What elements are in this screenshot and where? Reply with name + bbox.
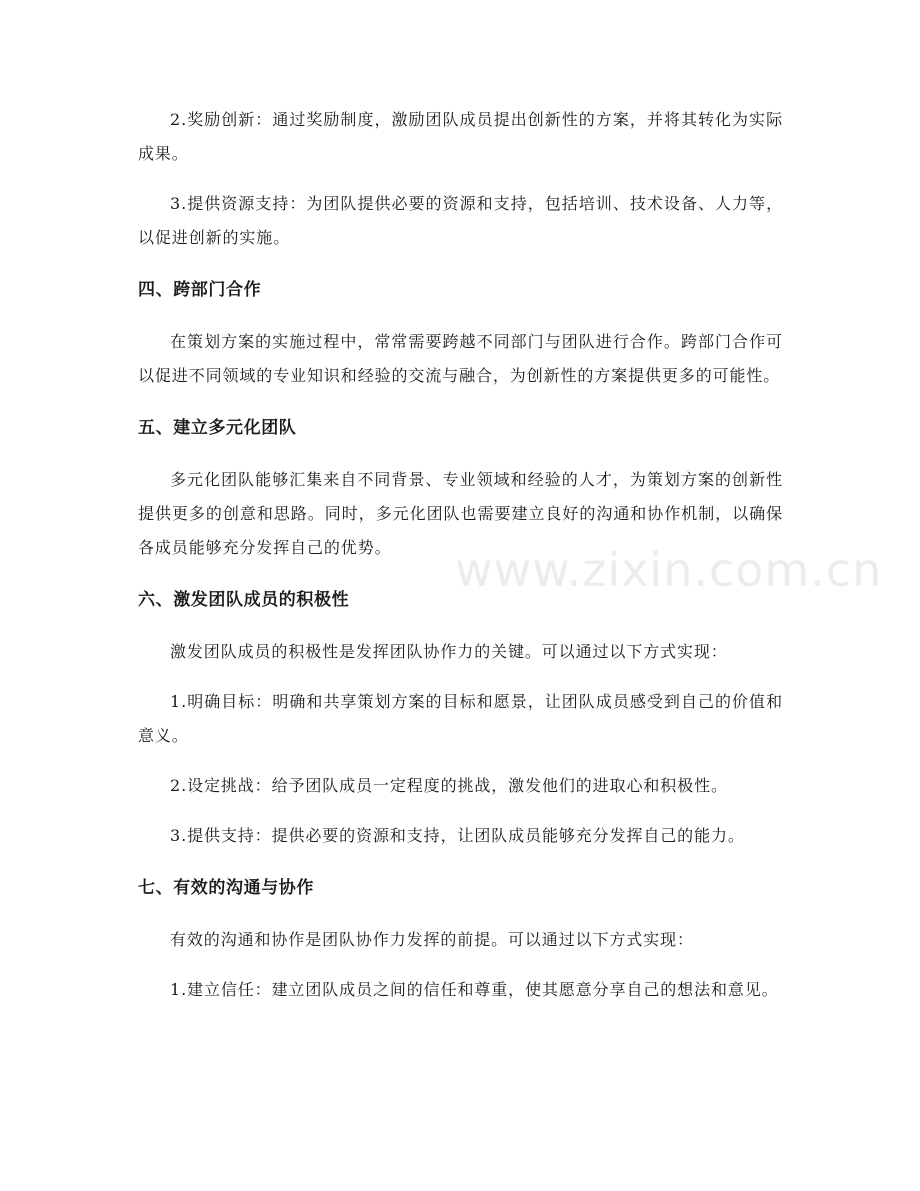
- watermark-text: www.zixin.com.cn: [455, 543, 883, 597]
- paragraph-set-challenges: 2.设定挑战：给予团队成员一定程度的挑战，激发他们的进取心和积极性。: [170, 776, 728, 795]
- paragraph-cross-department: 在策划方案的实施过程中，常常需要跨越不同部门与团队进行合作。跨部门合作可以促进不同领域的专业知识和经验的交流与融合，为创新性的方案提供更多的可能性。: [138, 332, 783, 385]
- paragraph-resource-support: 3.提供资源支持：为团队提供必要的资源和支持，包括培训、技术设备、人力等，以促进创新的实施。: [138, 194, 783, 247]
- heading-motivation: 六、激发团队成员的积极性: [138, 590, 350, 610]
- paragraph-provide-support: 3.提供支持：提供必要的资源和支持，让团队成员能够充分发挥自己的能力。: [170, 826, 745, 845]
- paragraph-communication-intro: 有效的沟通和协作是团队协作力发挥的前提。可以通过以下方式实现：: [170, 930, 694, 949]
- paragraph-diverse-team: 多元化团队能够汇集来自不同背景、专业领域和经验的人才，为策划方案的创新性提供更多的创意和思路。同时，多元化团队也需要建立良好的沟通和协作机制，以确保各成员能够充分发挥自己的优势。: [138, 470, 783, 557]
- heading-communication: 七、有效的沟通与协作: [138, 878, 314, 898]
- paragraph-motivation-intro: 激发团队成员的积极性是发挥团队协作力的关键。可以通过以下方式实现：: [170, 642, 728, 661]
- paragraph-clear-goals: 1.明确目标：明确和共享策划方案的目标和愿景，让团队成员感受到自己的价值和意义。: [138, 692, 783, 745]
- heading-diverse-team: 五、建立多元化团队: [138, 418, 297, 438]
- heading-cross-department: 四、跨部门合作: [138, 280, 262, 300]
- paragraph-reward-innovation: 2.奖励创新：通过奖励制度，激励团队成员提出创新性的方案，并将其转化为实际成果。: [138, 110, 783, 163]
- paragraph-build-trust: 1.建立信任：建立团队成员之间的信任和尊重，使其愿意分享自己的想法和意见。: [170, 980, 779, 999]
